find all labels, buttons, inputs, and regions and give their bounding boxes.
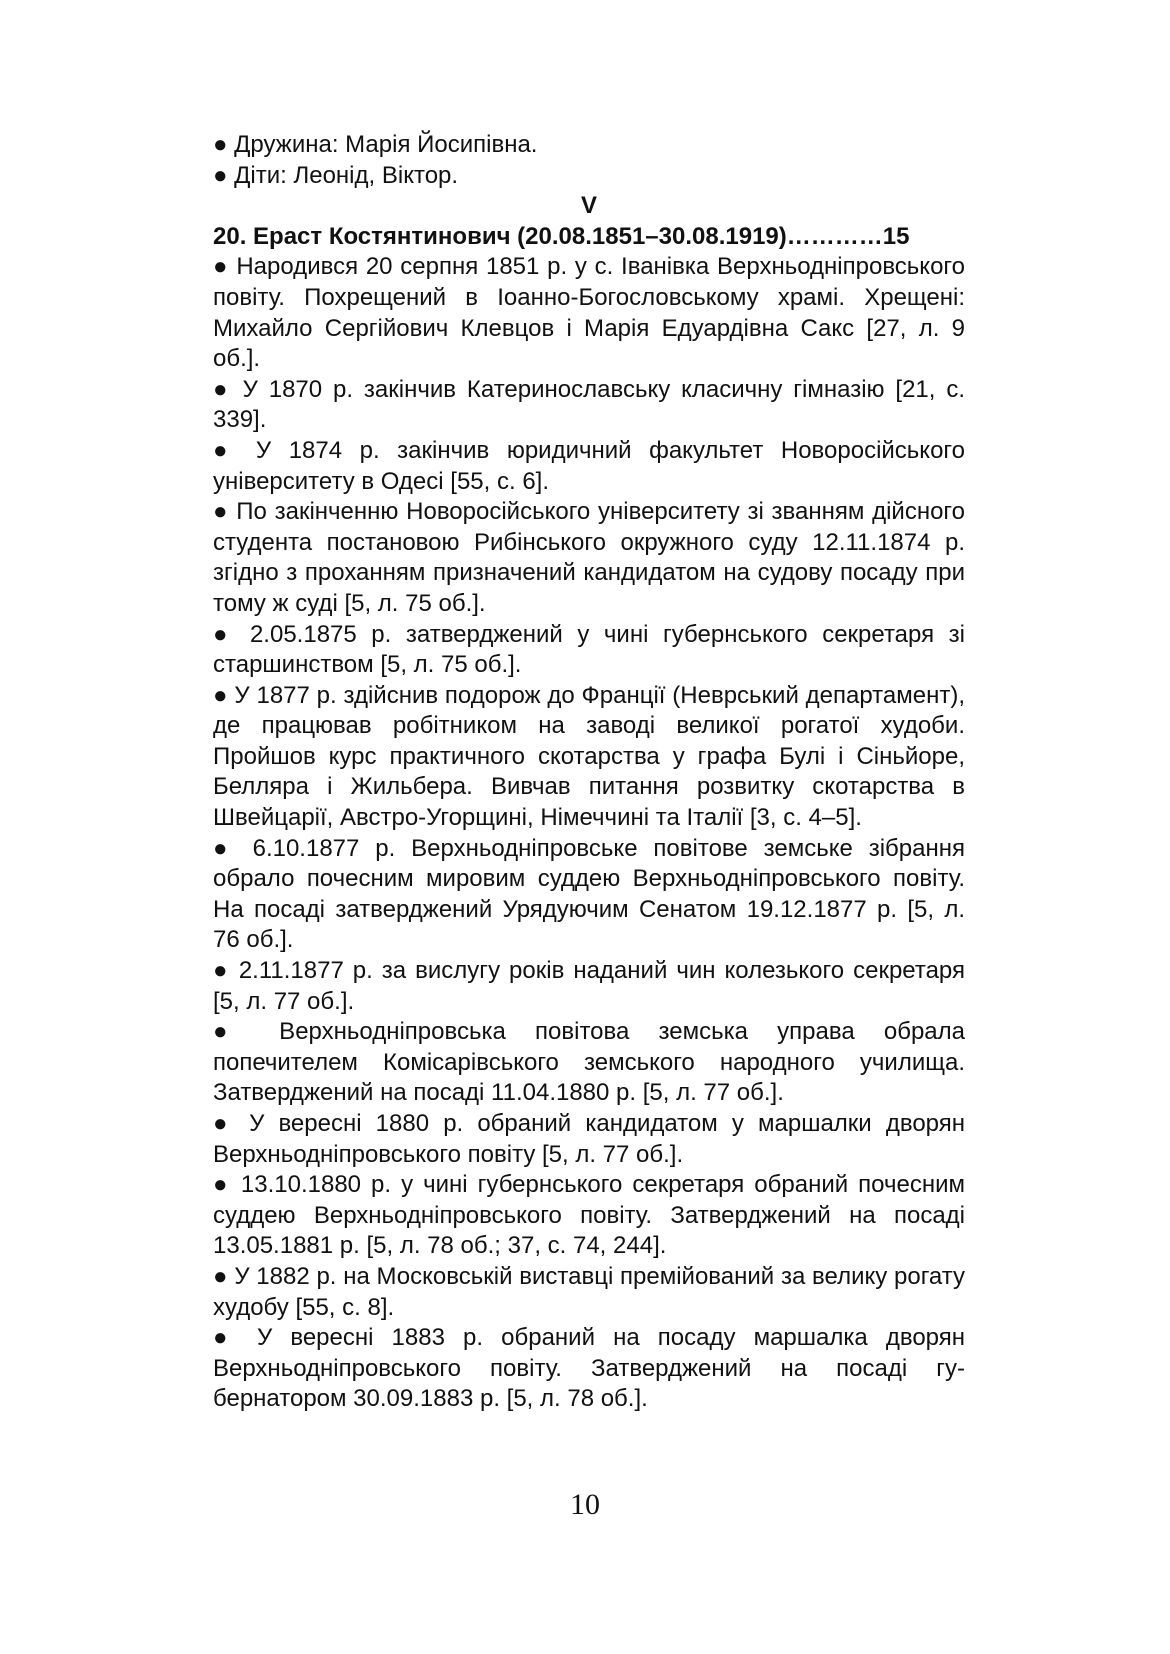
biography-list <box>213 252 965 1415</box>
list-item: ● У вересні 1883 р. обраний на посаду маршалка дворян Верхньодніпровського повіту. Затверджений на посаді губернатором 30.09.1883 р. [5, л. 78 об.]. <box>213 1324 965 1413</box>
list-item: ● У вересні 1880 р. обраний кандидатом у маршалки дворян Верхньодніпровського повіту [5, л. 77 об.]. <box>213 1110 965 1168</box>
list-item: ● У 1874 р. закінчив юридичний факультет Новоросійського університету в Одесі [55, с. 6]. <box>213 436 965 495</box>
list-item: ● Народився 20 серпня 1851 р. у с. Іванівка Верхньодніпровського повіту. Похрещений в Іоанно-Богословському храмі. Хрещені: Михайло Сергійович Клевцов і Марія Едуардівна Сакс [27, л. 9 об.]. <box>213 253 965 373</box>
children-line: ● Діти: Леонід, Віктор. <box>213 161 459 189</box>
list-item: ● 13.10.1880 р. у чині губернського секретаря обраний почесним суддею Верхньодніпровського повіту. Затверджений на посаді 13.05.1881 р. [5, л. 78 об.; 37, с. 74, 244]. <box>213 1171 965 1260</box>
page-body <box>213 130 965 1415</box>
list-item: ● 2.05.1875 р. затверджений у чині губернського секретаря зі старшинством [5, л. 75 об.]. <box>213 620 965 679</box>
list-item: ● 6.10.1877 р. Верхньодніпровське повітове земське зібрання обрало почесним мировим суддею Верхньодніпровського повіту. На посаді затверджений Урядуючим Сенатом 19.12.1877 р. [5, л. 76 об.]. <box>213 834 965 954</box>
list-item: ● У 1882 р. на Московській виставці премійований за велику рогату худобу [55, с. 8]. <box>213 1262 965 1321</box>
list-item: ● У 1870 р. закінчив Катеринославську класичну гімназію [21, с. 339]. <box>213 375 965 434</box>
spouse-line: ● Дружина: Марія Йосипівна. <box>213 131 538 158</box>
page-number: 10 <box>570 1488 600 1521</box>
list-item: ● Верхньодніпровська повітова земська управа обрала попечителем Комісарівського земського народного училища. Затверджений на посаді 11.04.1880 р. [5, л. 77 об.]. <box>213 1018 965 1107</box>
list-item: ● У 1877 р. здійснив подорож до Франції (Неврський департамент), де працював робітником на заводі великої рогатої худоби. Пройшов курс практичного скотарства у графа Булі і Сіньйоре, Белляра і Жильбера. Вивчав питання розвитку скотарства в Швейцарії, Австро-Угорщині, Німеччині та Італії [3, с. 4–5]. <box>213 681 965 832</box>
entry-heading: 20. Ераст Костянтинович (20.08.1851–30.08.1919)…………15 <box>213 222 910 250</box>
list-item: ● 2.11.1877 р. за вислугу років наданий чин колезького секретаря [5, л. 77 об.]. <box>213 957 965 1015</box>
intro-list <box>213 130 965 191</box>
list-item: ● По закінченню Новоросійського університету зі званням дійсного студента постановою Рибінського окружного суду 12.11.1874 р. згідно з проханням призначений кандидатом на судову посаду при тому ж суді [5, л. 75 об.]. <box>213 498 965 617</box>
section-numeral: V <box>580 192 597 220</box>
